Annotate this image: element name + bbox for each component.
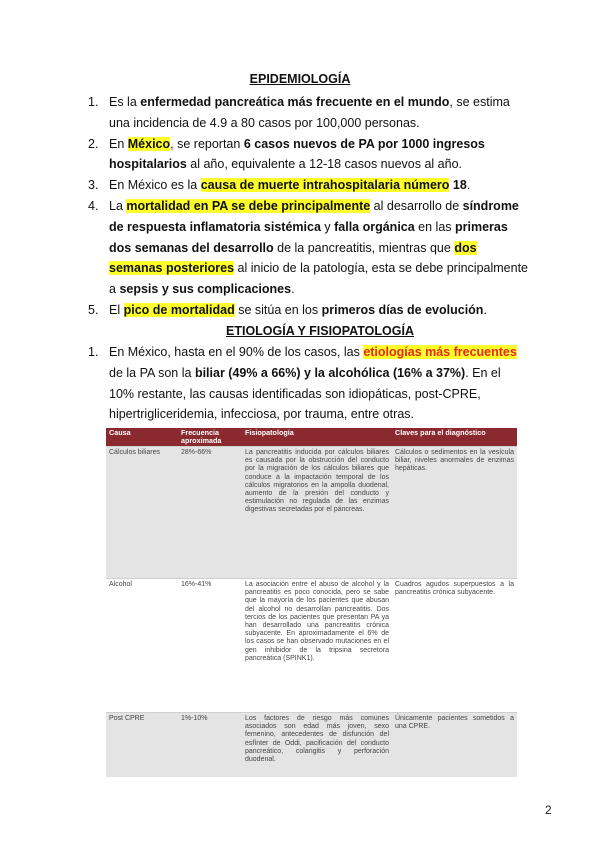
table-header-row [106,428,517,447]
text-run: mortalidad en PA se debe principalmente [126,198,371,213]
text-run: . [466,178,471,193]
text-run: de la pancreatitis, mientras que [273,240,455,255]
cell-frecuencia: 16%-41% [178,579,242,713]
etiology-table [106,428,517,777]
text-run: al año, equivalente a 12-18 casos nuevos al año. [186,157,462,172]
cell-fisiopatologia: La pancreatitis inducida por cálculos biliares es causada por la obstrucción del conducto por la migración de los cálculos biliares que conduce a la impactación temporal de los cálculos migratorios en la ampolla duodenal, aumento de la presión del conducto y estimulación no regulada de las enzimas digestivas secretadas por el páncreas. [242,447,392,579]
list-item-number: 4. [88,198,99,213]
epidemiology-list [88,92,528,321]
text-run: . [291,282,295,297]
cell-causa: Cálculos biliares [106,447,178,579]
list-item [88,92,528,134]
text-run: en las [414,219,456,234]
text-run: , se estima una incidencia de 4.9 a 80 casos por 100,000 personas. [109,95,510,130]
list-item-number: 1. [88,345,99,359]
text-run: enfermedad pancreática más frecuente en el mundo [140,95,450,109]
cell-frecuencia: 1%-10% [178,713,242,777]
list-item-number: 1. [88,95,99,109]
text-run: al inicio de la patología, esta se debe principalmente a [109,261,529,297]
text-run: . En el 10% restante, las causas identificadas son idiopáticas, post-CPRE, hipertrigliceridemia, infecciosa, por trauma, entre otras. [109,365,501,422]
text-run: En México es la [109,178,201,193]
header-claves: Claves para el diagnóstico [392,428,517,447]
text-run: falla orgánica [334,219,415,234]
text-run: primeras dos semanas del desarrollo [109,219,508,255]
text-run: pico de mortalidad [123,302,235,317]
text-run: , se reportan [170,136,244,151]
text-run: etiologías más frecuentes [363,345,517,359]
text-run: biliar (49% a 66%) y la alcohólica (16% a 37%) [194,365,466,380]
text-run: En [109,136,128,151]
text-run: México [127,136,171,151]
text-run: Es la [109,95,141,109]
header-causa: Causa [106,428,178,447]
list-item [88,134,528,176]
cell-causa: Alcohol [106,579,178,713]
list-item [88,175,528,196]
text-run: y [320,219,335,234]
text-run: . [483,302,487,317]
section-title-etiologia: ETIOLOGÍA Y FISIOPATOLOGÍA [226,324,414,338]
cell-frecuencia: 28%-66% [178,447,242,579]
text-run: En México, hasta en el 90% de los casos, las [109,345,364,359]
cell-claves: Únicamente pacientes sometidos a una CPRE. [392,713,517,777]
list-item-number: 2. [88,136,99,151]
text-run: síndrome de respuesta inflamatoria sistémica [109,198,519,234]
table-row [106,447,517,579]
cell-fisiopatologia: La asociación entre el abuso de alcohol y la pancreatitis es poco conocida, pero se sabe que la mayoría de los pacientes que abusan del alcohol no desarrollan pancreatitis. Dos tercios de los pacientes que presentan PA ya han desarrollado una pancreatitis crónica subyacente. En aproximadamente el 6% de los casos se han observado mutaciones en el gen inhibidor de la tripsina secretora pancreática (SPINK1). [242,579,392,713]
list-item-number: 3. [88,178,99,193]
text-run: causa de muerte intrahospitalaria número [200,178,450,193]
section-title-epidemiologia: EPIDEMIOLOGÍA [249,72,351,86]
text-run: El [109,302,124,317]
cell-causa: Post CPRE [106,713,178,777]
text-run: se sitúa en los [234,302,322,317]
cell-claves: Cálculos o sedimentos en la vesícula biliar, niveles anormales de enzimas hepáticas. [392,447,517,579]
list-item [88,342,528,425]
header-fisiopatologia: Fisiopatología [242,428,392,447]
list-item [88,300,528,321]
text-run: de la PA son la [109,365,195,380]
text-run: 6 casos nuevos de PA por 1000 ingresos hospitalarios [109,136,485,172]
list-item [88,196,528,300]
text-run: 18 [452,178,467,193]
list-item-number: 5. [88,302,99,317]
etiology-list [88,342,528,425]
cell-fisiopatologia: Los factores de riesgo más comunes asociados son edad más joven, sexo femenino, antecedentes de disfunción del esfínter de Oddi, pacificación del conducto pancreático, colangitis y perforación duodenal. [242,713,392,777]
cell-claves: Cuadros agudos superpuestos a la pancreatitis crónica subyacente. [392,579,517,713]
text-run: primeros días de evolución [321,302,484,317]
text-run: La [109,198,127,213]
table-row [106,579,517,713]
header-frecuencia: Frecuencia aproximada [178,428,242,447]
page-number: 2 [545,803,552,817]
table-row [106,713,517,777]
text-run: al desarrollo de [370,198,463,213]
text-run: sepsis y sus complicaciones [119,282,292,297]
text-run: dos semanas posteriores [109,240,477,276]
